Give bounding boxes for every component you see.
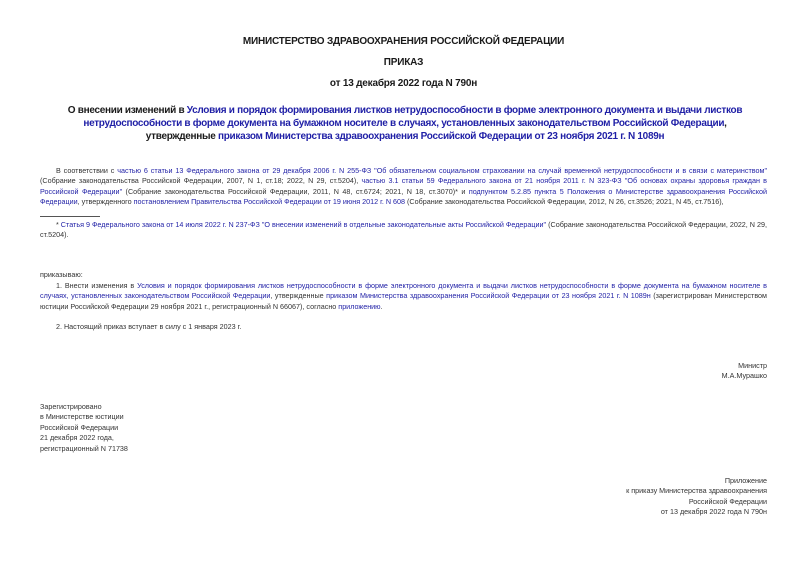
link-appendix[interactable]: приложению	[338, 301, 381, 311]
link-law-237fz[interactable]: Статья 9 Федерального закона от 14 июля 2022 г. N 237-ФЗ "О внесении изменений в отдельные законодательные акты Российской Федерации"	[60, 220, 547, 229]
registration-line: в Министерстве юстиции	[40, 412, 124, 422]
text: (Собрание законодательства Российской Федерации, 2022, N 29, ст.5204).	[40, 220, 767, 240]
registration-line: Зарегистрировано	[40, 402, 102, 411]
link-order-1089n[interactable]: приказом Министерства здравоохранения Российской Федерации от 23 ноября 2021 г. N 1089н	[326, 291, 651, 301]
text: , утвержденные	[270, 291, 327, 301]
text: (зарегистрирован Министерством юстиции Российской Федерации 29 ноября 2021 г., регистрационный N 66067), согласно	[40, 291, 768, 311]
text: (Собрание законодательства Российской Федерации, 2011, N 48, ст.6724; 2021, N 18, ст.3070)* и	[122, 186, 469, 196]
text: В соответствии с	[56, 166, 118, 175]
doc-title	[60, 104, 750, 143]
footnote-marker: *	[56, 220, 61, 229]
title-prefix: О внесении изменений в	[67, 105, 187, 116]
appendix-line: от 13 декабря 2022 года N 790н	[660, 507, 767, 517]
doc-date-number: от 13 декабря 2022 года N 790н	[329, 78, 478, 89]
link-law-255fz[interactable]: частью 6 статьи 13 Федерального закона от 29 декабря 2006 г. N 255-ФЗ "Об обязательном социальном страховании на случай временной нетрудоспособности и в связи с материнством"	[117, 166, 768, 175]
link-regulation-5285[interactable]: подпунктом 5.2.85 пункта 5 Положения о Министерстве здравоохранения Российской Федерации	[40, 186, 767, 207]
text: (Собрание законодательства Российской Федерации, 2007, N 1, ст.18; 2022, N 29, ст.5204),	[40, 176, 362, 186]
text: 1. Внести изменения в	[56, 281, 138, 290]
preamble-paragraph	[40, 166, 767, 208]
footnote	[40, 220, 767, 241]
link-government-decree-608[interactable]: постановлением Правительства Российской Федерации от 19 июня 2012 г. N 608	[133, 197, 406, 207]
signature-block	[722, 361, 767, 382]
title-mid: , утвержденные	[145, 118, 727, 142]
appendix-block	[626, 476, 767, 518]
doc-type-heading: ПРИКАЗ	[383, 57, 424, 68]
link-conditions[interactable]: Условия и порядок формирования листков нетрудоспособности в форме электронного документа и выдачи листков нетрудоспособности в форме документа на бумажном носителе в случаях, установленных законодательством Российской Федерации	[40, 281, 767, 301]
order-item-1	[40, 281, 767, 312]
title-link-conditions[interactable]: Условия и порядок формирования листков нетрудоспособности в форме электронного документа и выдачи листков нетрудоспособности в форме документа на бумажном носителе в случаях, установленных законодательством Российской Федерации	[83, 105, 743, 129]
order-item-2: 2. Настоящий приказ вступает в силу с 1 января 2023 г.	[56, 322, 242, 331]
text: .	[380, 301, 383, 311]
signature-position: Министр	[738, 361, 767, 370]
order-word: приказываю:	[40, 270, 83, 279]
appendix-line: к приказу Министерства здравоохранения	[626, 486, 767, 496]
registration-line: 21 декабря 2022 года,	[40, 433, 114, 443]
text: (Собрание законодательства Российской Федерации, 2012, N 26, ст.3526; 2021, N 45, ст.7516),	[405, 197, 724, 207]
text: , утвержденного	[77, 197, 134, 207]
registration-block	[40, 402, 128, 454]
footnote-divider	[40, 216, 100, 217]
signature-name: М.А.Мурашко	[721, 371, 767, 381]
title-link-order-1089n[interactable]: приказом Министерства здравоохранения Российской Федерации от 23 ноября 2021 г. N 1089н	[217, 131, 665, 142]
link-law-323fz[interactable]: частью 3.1 статьи 59 Федерального закона от 21 ноября 2011 г. N 323-ФЗ "Об основах охраны здоровья граждан в Российской Федерации"	[40, 176, 767, 196]
appendix-line: Российской Федерации	[688, 496, 767, 506]
registration-line: регистрационный N 71738	[40, 443, 128, 453]
registration-line: Российской Федерации	[40, 422, 119, 432]
appendix-line: Приложение	[724, 476, 767, 485]
ministry-heading: МИНИСТЕРСТВО ЗДРАВООХРАНЕНИЯ РОССИЙСКОЙ ФЕДЕРАЦИИ	[242, 36, 565, 47]
